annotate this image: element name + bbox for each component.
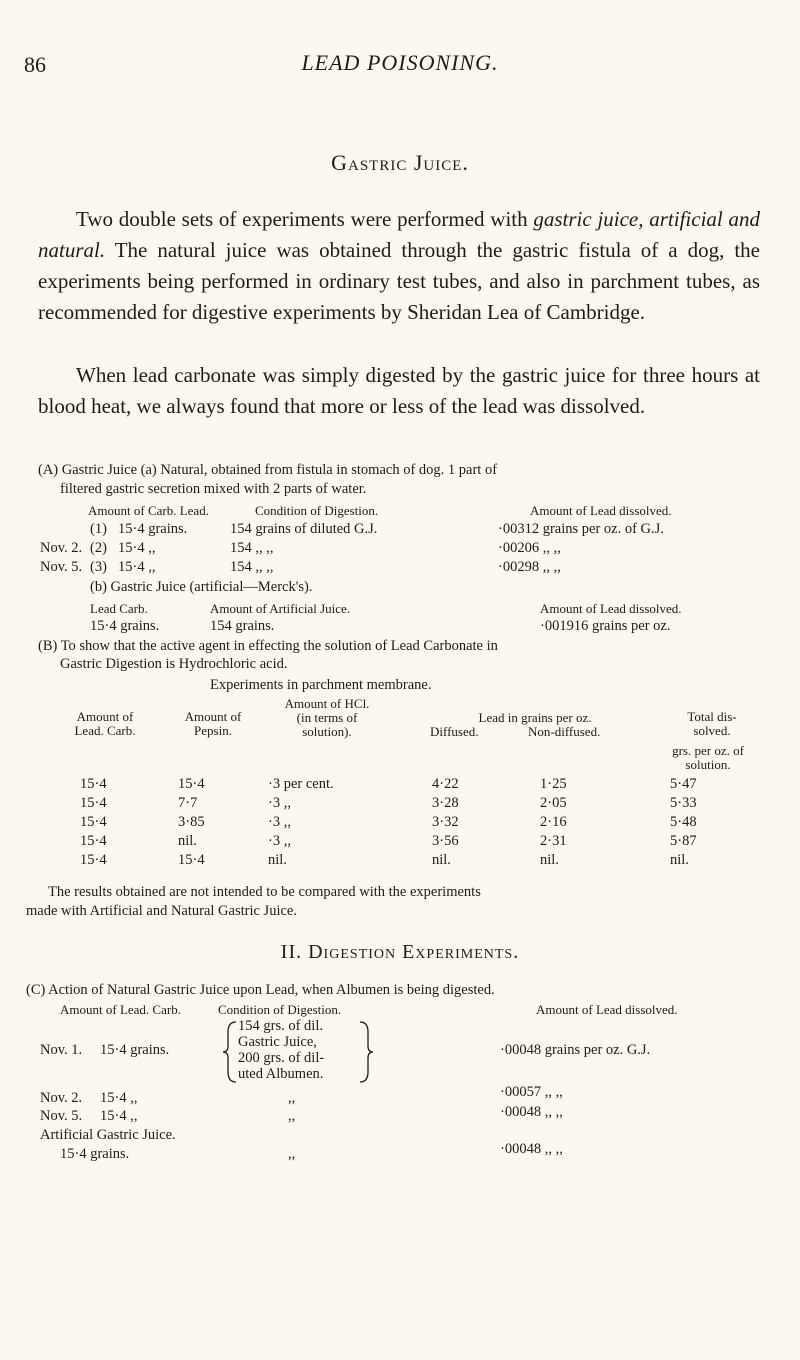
header-text: Amount of HCl. xyxy=(284,696,370,711)
section-a-row-no: (1) xyxy=(90,521,107,537)
section-c-row-dissolved: ·00048 ,, ,, xyxy=(500,1104,563,1120)
artificial-gastric-juice-label: Artificial Gastric Juice. xyxy=(40,1127,176,1143)
row-non-diffused: 2·31 xyxy=(540,833,567,849)
row-diffused: 3·28 xyxy=(432,795,459,811)
row-total: nil. xyxy=(670,852,689,868)
artificial-row-juice: 154 grains. xyxy=(210,618,275,634)
header-text: Amount of xyxy=(76,709,134,724)
section-a-row-dissolved: ·00312 grains per oz. of G.J. xyxy=(498,521,664,537)
section-c-row-dissolved: ·00048 grains per oz. G.J. xyxy=(500,1042,651,1058)
header-text: Amount of xyxy=(184,709,242,724)
intro-emphasis: gastric juice, artificial and natural. xyxy=(38,207,760,262)
header-unit xyxy=(638,744,778,772)
section-ii-heading: II. Digestion Experiments. xyxy=(280,941,520,963)
header-text: solution. xyxy=(685,757,731,772)
artificial-header-dissolved: Amount of Lead dissolved. xyxy=(540,601,682,616)
section-a-artificial-title: (b) Gastric Juice (artificial—Merck's). xyxy=(90,579,313,595)
section-a-row-amount: 15·4 ,, xyxy=(118,559,156,575)
section-a-row-amount: 15·4 ,, xyxy=(118,540,156,556)
intro-text-end: The natural juice was obtained through the gastric fistula of a dog, the experiments being performed in ordinary test tubes, and also in parchment tubes, as recommended for digestive experiments by Sheridan Lea of Cambridge. xyxy=(38,238,760,324)
left-brace xyxy=(222,1020,240,1084)
section-c-row-ditto: ,, xyxy=(288,1090,296,1106)
section-b-note-2: made with Artificial and Natural Gastric Juice. xyxy=(26,903,297,919)
section-a-line-2: filtered gastric secretion mixed with 2 parts of water. xyxy=(60,481,367,497)
header-text: Lead. Carb. xyxy=(74,723,136,738)
section-a-row-condition: 154 ,, ,, xyxy=(230,540,274,556)
section-c-header-dissolved: Amount of Lead dissolved. xyxy=(536,1002,678,1017)
row-diffused: 4·22 xyxy=(432,776,459,792)
row-lead-carb: 15·4 xyxy=(80,833,107,849)
row-total: 5·33 xyxy=(670,795,697,811)
section-a-header-dissolved: Amount of Lead dissolved. xyxy=(530,503,672,518)
row-hcl: ·3 ,, xyxy=(268,795,291,811)
condition-line: uted Albumen. xyxy=(238,1066,324,1082)
section-c-header-condition: Condition of Digestion. xyxy=(218,1002,342,1017)
row-pepsin: 7·7 xyxy=(178,795,198,811)
section-a-line-1: (A) Gastric Juice (a) Natural, obtained from fistula in stomach of dog. 1 part of xyxy=(38,462,498,478)
header-text: (in terms of xyxy=(296,710,358,725)
row-total: 5·48 xyxy=(670,814,697,830)
section-a-row-amount: 15·4 grains. xyxy=(118,521,188,537)
section-c-row-dissolved: ·00057 ,, ,, xyxy=(500,1084,563,1100)
row-lead-carb: 15·4 xyxy=(80,795,107,811)
section-c-row-amount: 15·4 ,, xyxy=(100,1108,138,1124)
row-lead-carb: 15·4 xyxy=(80,852,107,868)
row-hcl: ·3 ,, xyxy=(268,833,291,849)
section-heading: Gastric Juice. xyxy=(331,150,469,175)
artificial-header-lead: Lead Carb. xyxy=(90,601,148,616)
row-total: 5·87 xyxy=(670,833,697,849)
artificial-row-lead: 15·4 grains. xyxy=(90,618,160,634)
section-a-row-date: Nov. 5. xyxy=(40,559,83,575)
row-total: 5·47 xyxy=(670,776,697,792)
section-c-row-date: Nov. 5. xyxy=(40,1108,83,1124)
row-pepsin: 3·85 xyxy=(178,814,205,830)
row-pepsin: 15·4 xyxy=(178,776,205,792)
artificial-gastric-juice-amount: 15·4 grains. xyxy=(60,1146,130,1162)
condition-line: 154 grs. of dil. xyxy=(238,1018,323,1034)
section-b-line-1: (B) To show that the active agent in effecting the solution of Lead Carbonate in xyxy=(38,638,498,654)
header-hcl xyxy=(262,697,392,739)
section-c-row-amount: 15·4 ,, xyxy=(100,1090,138,1106)
row-pepsin: 15·4 xyxy=(178,852,205,868)
section-b-line-2: Gastric Digestion is Hydrochloric acid. xyxy=(60,656,288,672)
row-non-diffused: 2·16 xyxy=(540,814,567,830)
row-hcl: ·3 ,, xyxy=(268,814,291,830)
section-a-row-no: (2) xyxy=(90,540,107,556)
condition-of-digestion-block xyxy=(238,1018,324,1082)
header-text: solved. xyxy=(693,723,731,738)
artificial-row-dissolved: ·001916 grains per oz. xyxy=(540,618,671,634)
header-lead-carb xyxy=(50,710,160,738)
row-diffused: nil. xyxy=(432,852,451,868)
section-a-row-condition: 154 ,, ,, xyxy=(230,559,274,575)
row-lead-carb: 15·4 xyxy=(80,776,107,792)
header-text: solution). xyxy=(302,724,352,739)
section-b-note-1: The results obtained are not intended to be compared with the experiments xyxy=(48,884,481,900)
artificial-gastric-juice-dissolved: ·00048 ,, ,, xyxy=(500,1141,563,1157)
section-c-row-ditto: ,, xyxy=(288,1108,296,1124)
section-b-subtitle: Experiments in parchment membrane. xyxy=(210,677,432,693)
row-pepsin: nil. xyxy=(178,833,197,849)
page-number: 86 xyxy=(24,52,46,77)
section-a-row-condition: 154 grains of diluted G.J. xyxy=(230,521,378,537)
header-lead-in-grains: Lead in grains per oz. xyxy=(478,710,592,725)
row-non-diffused: 2·05 xyxy=(540,795,567,811)
section-a-row-dissolved: ·00298 ,, ,, xyxy=(498,559,561,575)
header-pepsin xyxy=(158,710,268,738)
row-diffused: 3·32 xyxy=(432,814,459,830)
row-diffused: 3·56 xyxy=(432,833,459,849)
section-a-header-amount: Amount of Carb. Lead. xyxy=(88,503,209,518)
condition-line: 200 grs. of dil- xyxy=(238,1050,325,1066)
header-text: Pepsin. xyxy=(194,723,232,738)
artificial-header-juice: Amount of Artificial Juice. xyxy=(210,601,351,616)
intro-text: Two double sets of experiments were performed with xyxy=(76,207,534,231)
section-c-line-1: (C) Action of Natural Gastric Juice upon Lead, when Albumen is being digested. xyxy=(26,982,495,998)
header-diffused: Diffused. xyxy=(430,724,479,739)
section-c-row-amount: 15·4 grains. xyxy=(100,1042,170,1058)
section-c-row-date: Nov. 1. xyxy=(40,1042,83,1058)
header-non-diffused: Non-diffused. xyxy=(528,724,601,739)
section-a-row-date: Nov. 2. xyxy=(40,540,83,556)
row-lead-carb: 15·4 xyxy=(80,814,107,830)
section-c-row-date: Nov. 2. xyxy=(40,1090,83,1106)
section-a-row-no: (3) xyxy=(90,559,107,575)
condition-line: Gastric Juice, xyxy=(238,1034,317,1050)
running-title: LEAD POISONING. xyxy=(301,50,499,75)
artificial-gastric-juice-ditto: ,, xyxy=(288,1146,296,1162)
header-text: grs. per oz. of xyxy=(672,743,744,758)
row-non-diffused: nil. xyxy=(540,852,559,868)
intro-paragraph-2: When lead carbonate was simply digested by the gastric juice for three hours at blood heat, we always found that more or less of the lead was dissolved. xyxy=(38,363,760,418)
section-c-header-amount: Amount of Lead. Carb. xyxy=(60,1002,181,1017)
intro-paragraph-1 xyxy=(38,204,760,328)
section-a-row-dissolved: ·00206 ,, ,, xyxy=(498,540,561,556)
section-a-header-condition: Condition of Digestion. xyxy=(255,503,379,518)
right-brace xyxy=(356,1020,374,1084)
row-hcl: nil. xyxy=(268,852,287,868)
header-total xyxy=(662,710,762,738)
header-text: Total dis- xyxy=(687,709,737,724)
row-hcl: ·3 per cent. xyxy=(268,776,334,792)
row-non-diffused: 1·25 xyxy=(540,776,567,792)
